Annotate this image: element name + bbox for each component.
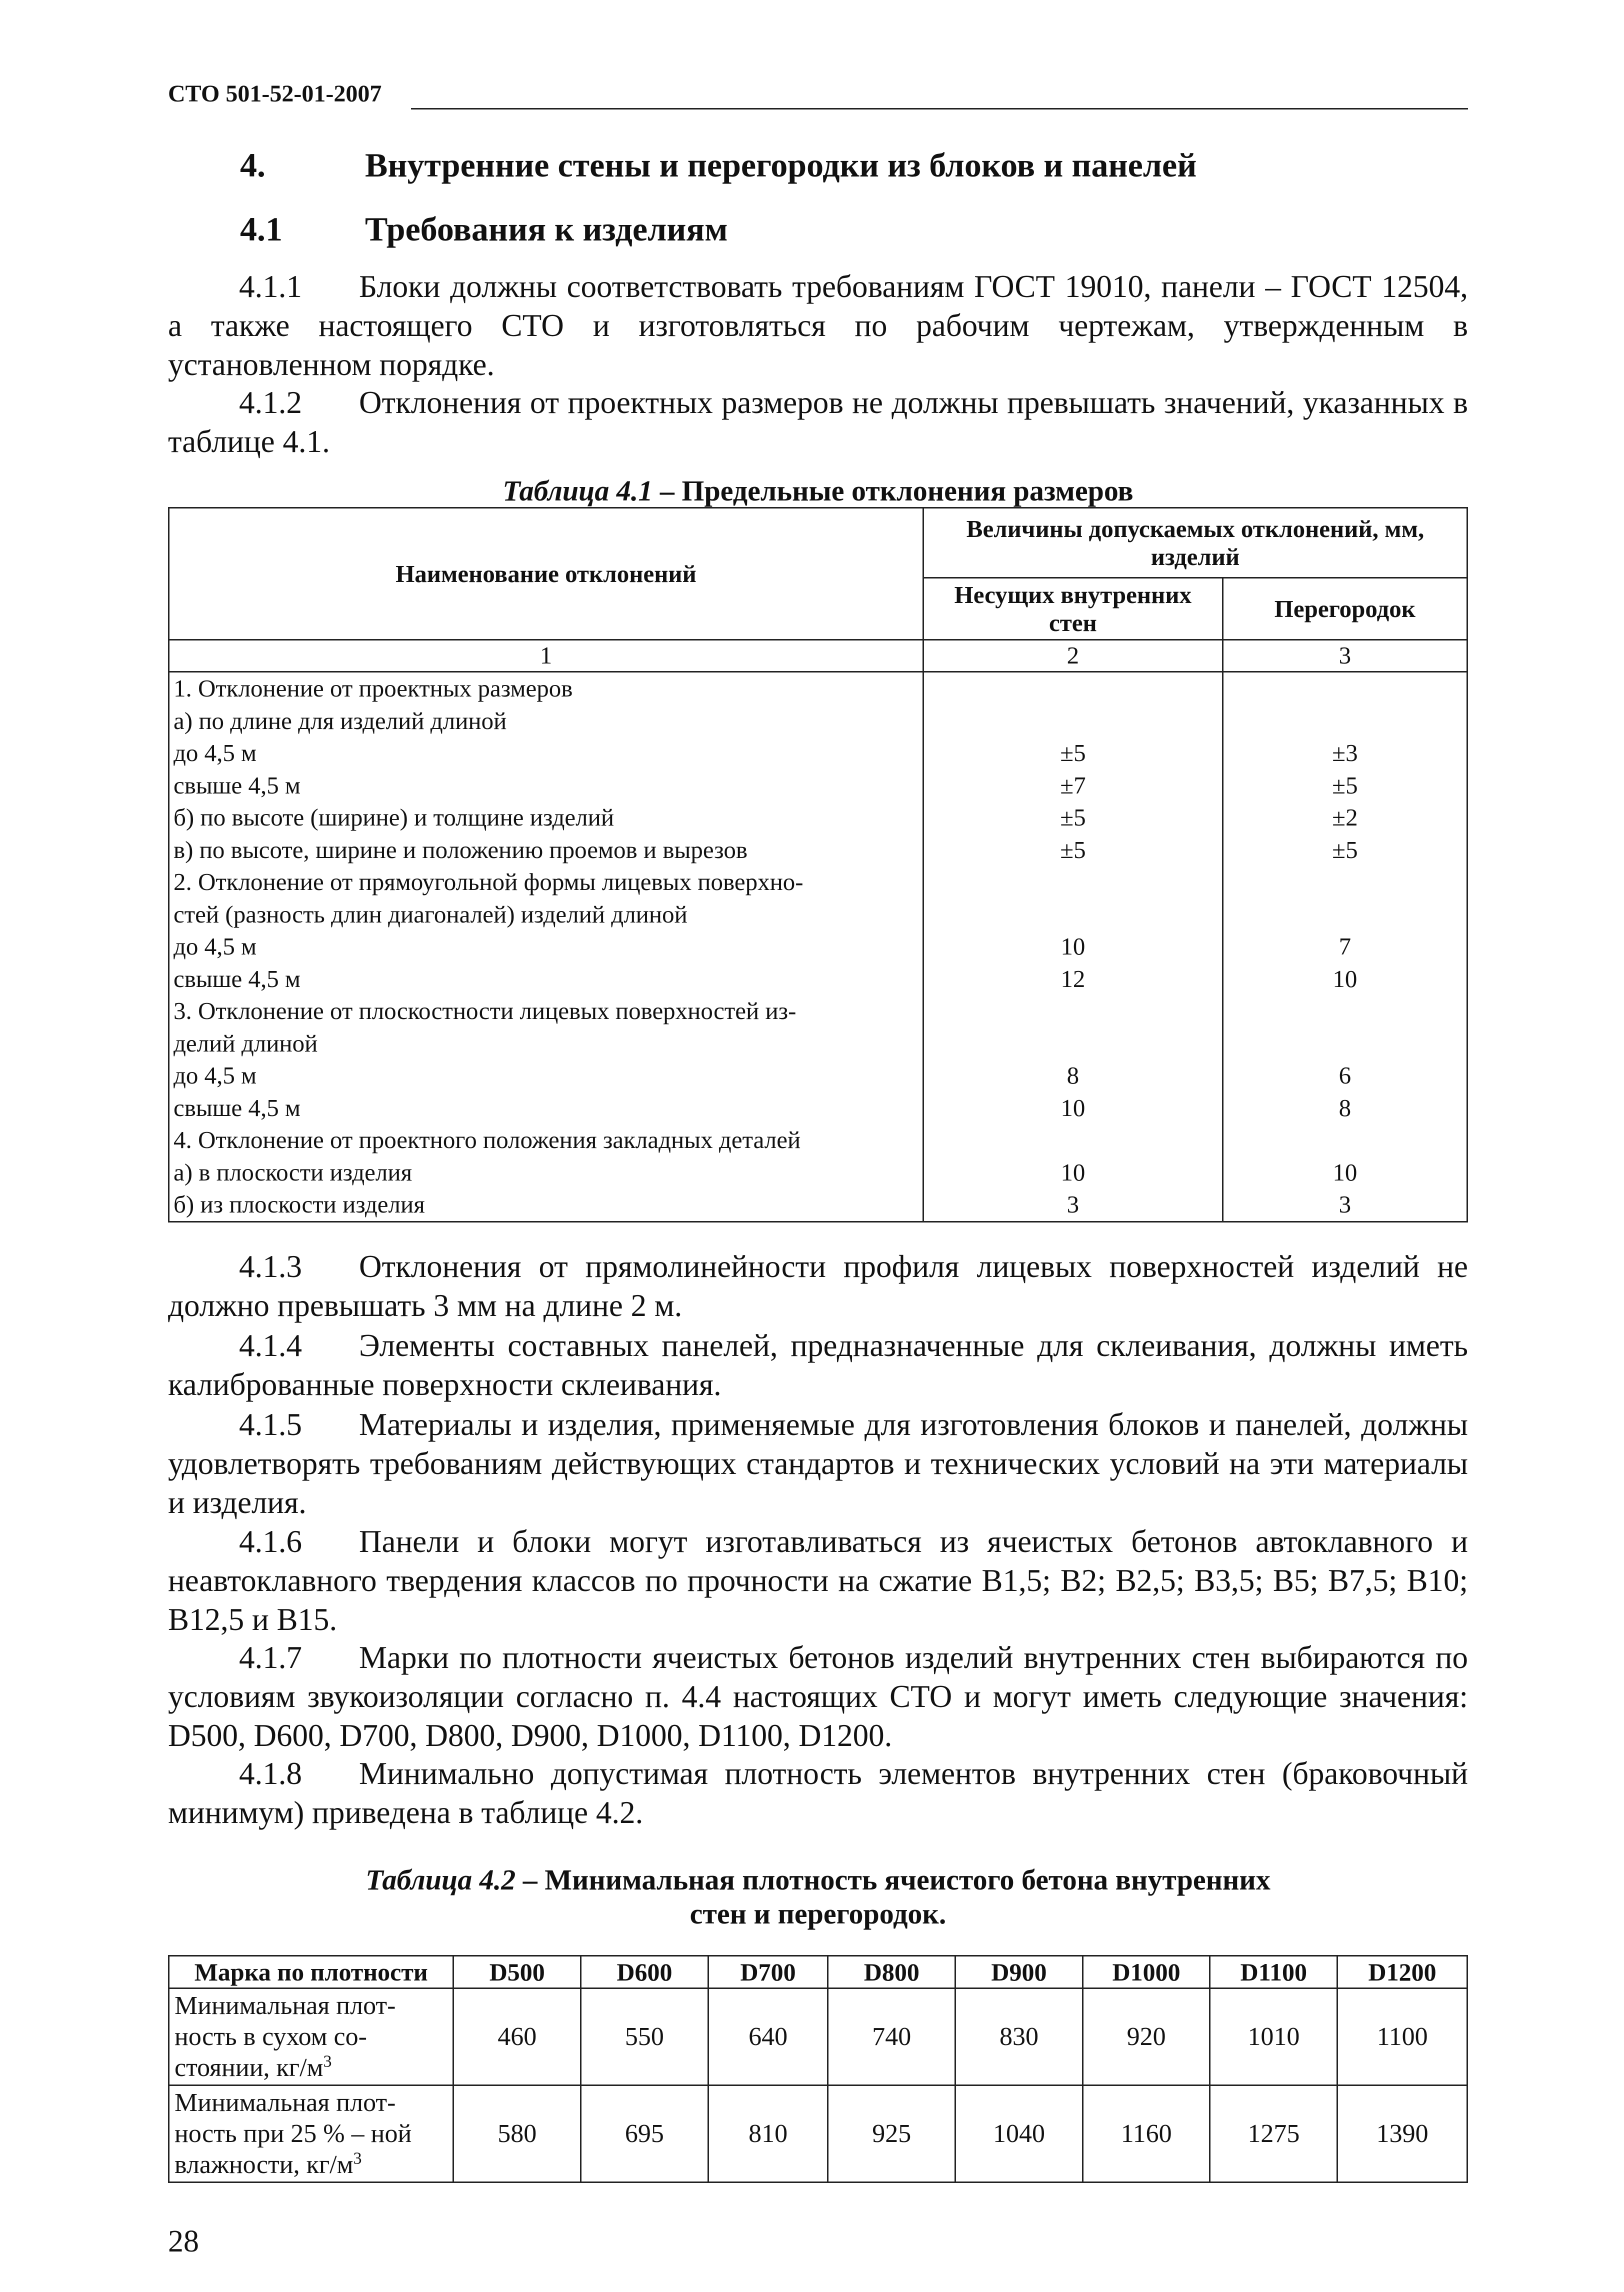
label-line: ность при 25 % – ной [174,2119,412,2148]
paragraph-4-1-5 [168,1405,1468,1522]
table-cell: 640 [708,1988,828,2086]
grade-cell: D1200 [1338,1956,1468,1988]
table-cell: 3 [1066,1190,1080,1218]
table-row-name: свыше 4,5 м [174,771,301,799]
table-row-name: до 4,5 м [174,739,257,766]
paragraph-number: 4.1.1 [239,269,302,304]
label-text: влажности, кг/м [174,2150,354,2179]
table-cell [1228,705,1462,738]
table-row-name: б) по высоте (ширине) и толщине изделий [174,804,614,831]
table-cell: 1040 [956,2086,1083,2182]
table-cell: 740 [828,1988,956,2086]
table-cell: ±3 [1332,739,1358,766]
dry-density-label [169,1988,454,2086]
table-row-name: 4. Отклонение от проектного положения закладных деталей [174,1126,801,1154]
label-line [174,2052,448,2084]
table-cell [1228,995,1462,1028]
table-cell [1228,898,1462,931]
wet-density-label [169,2086,454,2182]
paragraph-4-1-1 [168,267,1468,384]
group-header: Величины допускаемых отклонений, мм, изделий [924,508,1468,578]
label-line: ность в сухом со- [174,2022,367,2051]
col3-header: Перегородок [1222,578,1467,640]
paragraph-text: Материалы и изделия, применяемые для изготовления блоков и панелей, должны удовлетворять требованиям действующих стандартов и технических условий на эти материалы и изделия. [168,1407,1468,1520]
table-row-name: до 4,5 м [174,932,257,960]
paragraph-text: Отклонения от проектных размеров не должны превышать значений, указанных в таблице 4.1. [168,385,1468,459]
table-cell [928,898,1218,931]
table-cell: ±5 [1060,804,1086,831]
paragraph-number: 4.1.5 [239,1407,302,1442]
table-cell: 460 [454,1988,581,2086]
table-cell: 1100 [1338,1988,1468,2086]
paragraph-4-1-4 [168,1326,1468,1404]
table-cell: 10 [1332,964,1358,992]
section-title: Внутренние стены и перегородки из блоков и панелей [365,146,1197,184]
paragraph-4-1-8 [168,1754,1468,1832]
table-row-name: б) из плоскости изделия [174,1190,425,1218]
table-row-name: делий длиной [174,1029,318,1057]
subsection-heading [240,209,1440,249]
grade-cell: D600 [581,1956,708,1988]
table-row-name: 3. Отклонение от плоскостности лицевых поверхностей из- [174,997,796,1024]
page-number: 28 [168,2224,199,2258]
paragraph-number: 4.1.2 [239,385,302,420]
doc-code: СТО 501-52-01-2007 [168,80,382,107]
subsection-title: Требования к изделиям [365,210,728,248]
table-cell: ±5 [1060,836,1086,864]
table-cell [928,1124,1218,1156]
table-cell: ±5 [1332,836,1358,864]
table-cell [1228,1124,1462,1156]
table-cell: 830 [956,1988,1083,2086]
grade-cell: D900 [956,1956,1083,1988]
paragraph-text: Марки по плотности ячеистых бетонов изделий внутренних стен выбираются по условиям звукоизоляции согласно п. 4.4 настоящих СТО и могут иметь следующие значения: D500, D600, D700, D800, D900, D1000, D1100, D1200. [168,1640,1468,1753]
table-cell: 1390 [1338,2086,1468,2182]
table-cell: 10 [1060,932,1086,960]
table-cell [1228,672,1462,705]
table-title-line2: стен и перегородок. [690,1898,946,1930]
table-cell: 6 [1338,1062,1352,1089]
col-index: 1 [169,640,924,672]
table-cell: 7 [1338,932,1352,960]
table-cell: ±5 [1332,771,1358,799]
table-cell [1228,866,1462,898]
grade-cell: D1100 [1210,1956,1338,1988]
table-label: Таблица 4.2 [366,1864,516,1896]
table-cell: 1160 [1082,2086,1210,2182]
table-cell: 3 [1338,1190,1352,1218]
partition-values-cell [1222,672,1467,1222]
unit-exponent: 3 [353,2149,362,2168]
table-row-name: 1. Отклонение от проектных размеров [174,674,573,702]
grade-cell: D500 [454,1956,581,1988]
paragraph-text: Элементы составных панелей, предназначенные для склеивания, должны иметь калиброванные поверхности склеивания. [168,1328,1468,1402]
label-text: стоянии, кг/м [174,2053,324,2082]
subsection-number: 4.1 [240,210,282,248]
table-row-name: свыше 4,5 м [174,1094,301,1122]
paragraph-4-1-6 [168,1522,1468,1639]
table-cell: ±2 [1332,804,1358,831]
table-cell: 10 [1060,1158,1086,1186]
unit-exponent: 3 [323,2052,332,2071]
deviation-names-cell [169,672,924,1222]
label-line [174,2150,448,2180]
table-cell: 1010 [1210,1988,1338,2086]
grade-cell: D1000 [1082,1956,1210,1988]
table-label: Таблица 4.1 [502,474,653,507]
density-table [168,1955,1468,2183]
table-cell: 810 [708,2086,828,2182]
paragraph-4-1-7 [168,1638,1468,1755]
table-cell: 10 [1332,1158,1358,1186]
table-row-name: а) по длине для изделий длиной [174,706,507,734]
table-cell: 8 [1066,1062,1080,1089]
paragraph-number: 4.1.4 [239,1328,302,1363]
table-row-name: до 4,5 м [174,1062,257,1089]
table-row-name: стей (разность длин диагоналей) изделий длиной [174,900,688,928]
table-cell: 550 [581,1988,708,2086]
paragraph-4-1-2 [168,383,1468,461]
paragraph-number: 4.1.6 [239,1524,302,1559]
table-cell: ±5 [1060,739,1086,766]
header-rule [411,108,1468,110]
table-4-1-caption [168,474,1468,508]
paragraph-text: Отклонения от прямолинейности профиля лицевых поверхностей изделий не должно превышать 3 мм на длине 2 м. [168,1249,1468,1323]
paragraph-number: 4.1.3 [239,1249,302,1284]
table-cell [928,1028,1218,1060]
table-cell: 925 [828,2086,956,2182]
table-title: – Минимальная плотность ячеистого бетона внутренних [522,1864,1270,1896]
running-header [168,80,1468,115]
table-title: – Предельные отклонения размеров [660,474,1134,507]
table-cell: 10 [1060,1094,1086,1122]
section-heading [240,145,1440,185]
table-cell: 8 [1338,1094,1352,1122]
paragraph-number: 4.1.8 [239,1756,302,1791]
load-bearing-values-cell [924,672,1223,1222]
table-cell: 920 [1082,1988,1210,2086]
label-line: Минимальная плот- [174,2088,396,2117]
table-4-2-caption [168,1863,1468,1931]
table-cell [928,705,1218,738]
col-index: 3 [1222,640,1467,672]
grade-cell: D700 [708,1956,828,1988]
table-cell: 1275 [1210,2086,1338,2182]
table-row-name: а) в плоскости изделия [174,1158,412,1186]
table-cell: ±7 [1060,771,1086,799]
table-cell [928,672,1218,705]
paragraph-4-1-3 [168,1247,1468,1325]
col-name-header: Наименование отклонений [169,508,924,640]
paragraph-text: Минимально допустимая плотность элементов внутренних стен (браковочный минимум) приведена в таблице 4.2. [168,1756,1468,1830]
col-index: 2 [924,640,1223,672]
label-line: Минимальная плот- [174,1991,396,2020]
paragraph-text: Блоки должны соответствовать требованиям ГОСТ 19010, панели – ГОСТ 12504, а также настоящего СТО и изготовляться по рабочим чертежам, утвержденным в установленном порядке. [168,269,1468,382]
paragraph-number: 4.1.7 [239,1640,302,1675]
col2-header: Несущих внутренних стен [924,578,1223,640]
table-row-name: в) по высоте, ширине и положению проемов и вырезов [174,836,748,864]
section-number: 4. [240,146,266,184]
table-cell: 580 [454,2086,581,2182]
table-cell [928,995,1218,1028]
table-row-name: свыше 4,5 м [174,964,301,992]
table-cell: 695 [581,2086,708,2182]
paragraph-text: Панели и блоки могут изготавливаться из ячеистых бетонов автоклавного и неавтоклавного твердения классов по прочности на сжатие В1,5; В2; В2,5; В3,5; В5; В7,5; В10; В12,5 и В15. [168,1524,1468,1637]
grade-header: Марка по плотности [169,1956,454,1988]
table-cell: 12 [1060,964,1086,992]
deviation-table [168,507,1468,1222]
grade-cell: D800 [828,1956,956,1988]
table-row-name: 2. Отклонение от прямоугольной формы лицевых поверхно- [174,868,804,896]
table-cell [1228,1028,1462,1060]
table-cell [928,866,1218,898]
